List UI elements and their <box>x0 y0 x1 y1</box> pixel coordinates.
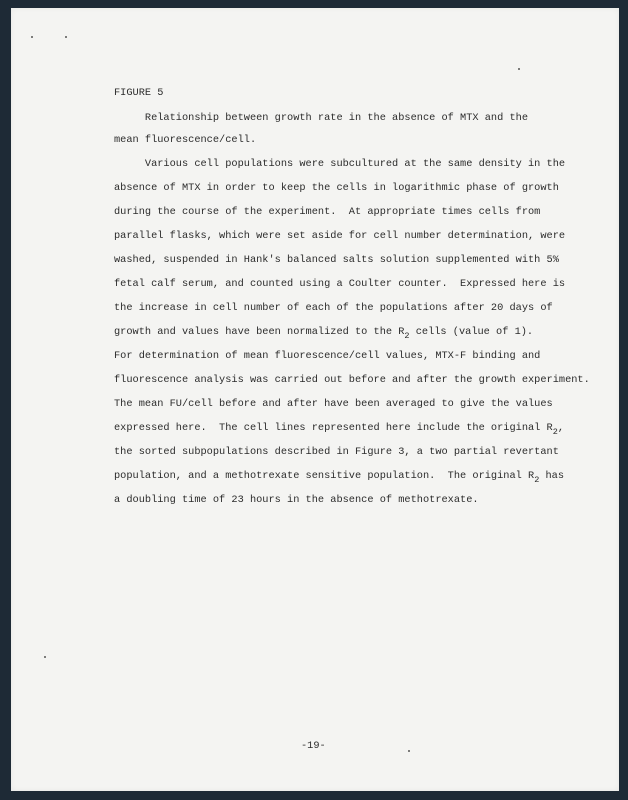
scan-speck <box>31 36 33 38</box>
scan-speck <box>44 656 46 658</box>
text-segment: expressed here. The cell lines represented here include the original R <box>114 422 553 434</box>
body-line-with-subscript <box>114 470 565 485</box>
body-line: fetal calf serum, and counted using a Coulter counter. Expressed here is <box>114 278 566 290</box>
body-line: the sorted subpopulations described in Figure 3, a two partial revertant <box>114 446 559 458</box>
text-segment: population, and a methotrexate sensitive population. The original R <box>114 470 535 482</box>
scan-speck <box>518 68 520 70</box>
body-line: For determination of mean fluorescence/cell values, MTX-F binding and <box>114 350 541 362</box>
body-line: the increase in cell number of each of the populations after 20 days of <box>114 302 553 314</box>
figure-label: FIGURE 5 <box>114 87 164 99</box>
page-number: -19- <box>301 740 326 752</box>
body-line-with-subscript <box>114 422 565 437</box>
scan-speck <box>65 36 67 38</box>
text-segment: , <box>557 422 565 434</box>
body-line: parallel flasks, which were set aside for cell number determination, were <box>114 230 566 242</box>
caption-line: mean fluorescence/cell. <box>114 134 257 146</box>
body-line: washed, suspended in Hank's balanced salts solution supplemented with 5% <box>114 254 559 266</box>
body-line: fluorescence analysis was carried out before and after the growth experiment. <box>114 374 590 386</box>
document-page <box>11 8 619 791</box>
body-line: during the course of the experiment. At appropriate times cells from <box>114 206 541 218</box>
caption-line: Relationship between growth rate in the absence of MTX and the <box>114 112 529 124</box>
text-segment: cells (value of 1). <box>409 326 534 338</box>
subscript: 2 <box>552 427 558 437</box>
body-line: Various cell populations were subcultured at the same density in the <box>114 158 566 170</box>
body-line: a doubling time of 23 hours in the absence of methotrexate. <box>114 494 479 506</box>
body-line: The mean FU/cell before and after have been averaged to give the values <box>114 398 553 410</box>
body-line-with-subscript <box>114 326 534 341</box>
subscript: 2 <box>404 331 410 341</box>
text-segment: has <box>539 470 565 482</box>
text-segment: growth and values have been normalized to the R <box>114 326 405 338</box>
subscript: 2 <box>534 475 540 485</box>
scan-speck <box>408 750 410 752</box>
body-line: absence of MTX in order to keep the cells in logarithmic phase of growth <box>114 182 559 194</box>
